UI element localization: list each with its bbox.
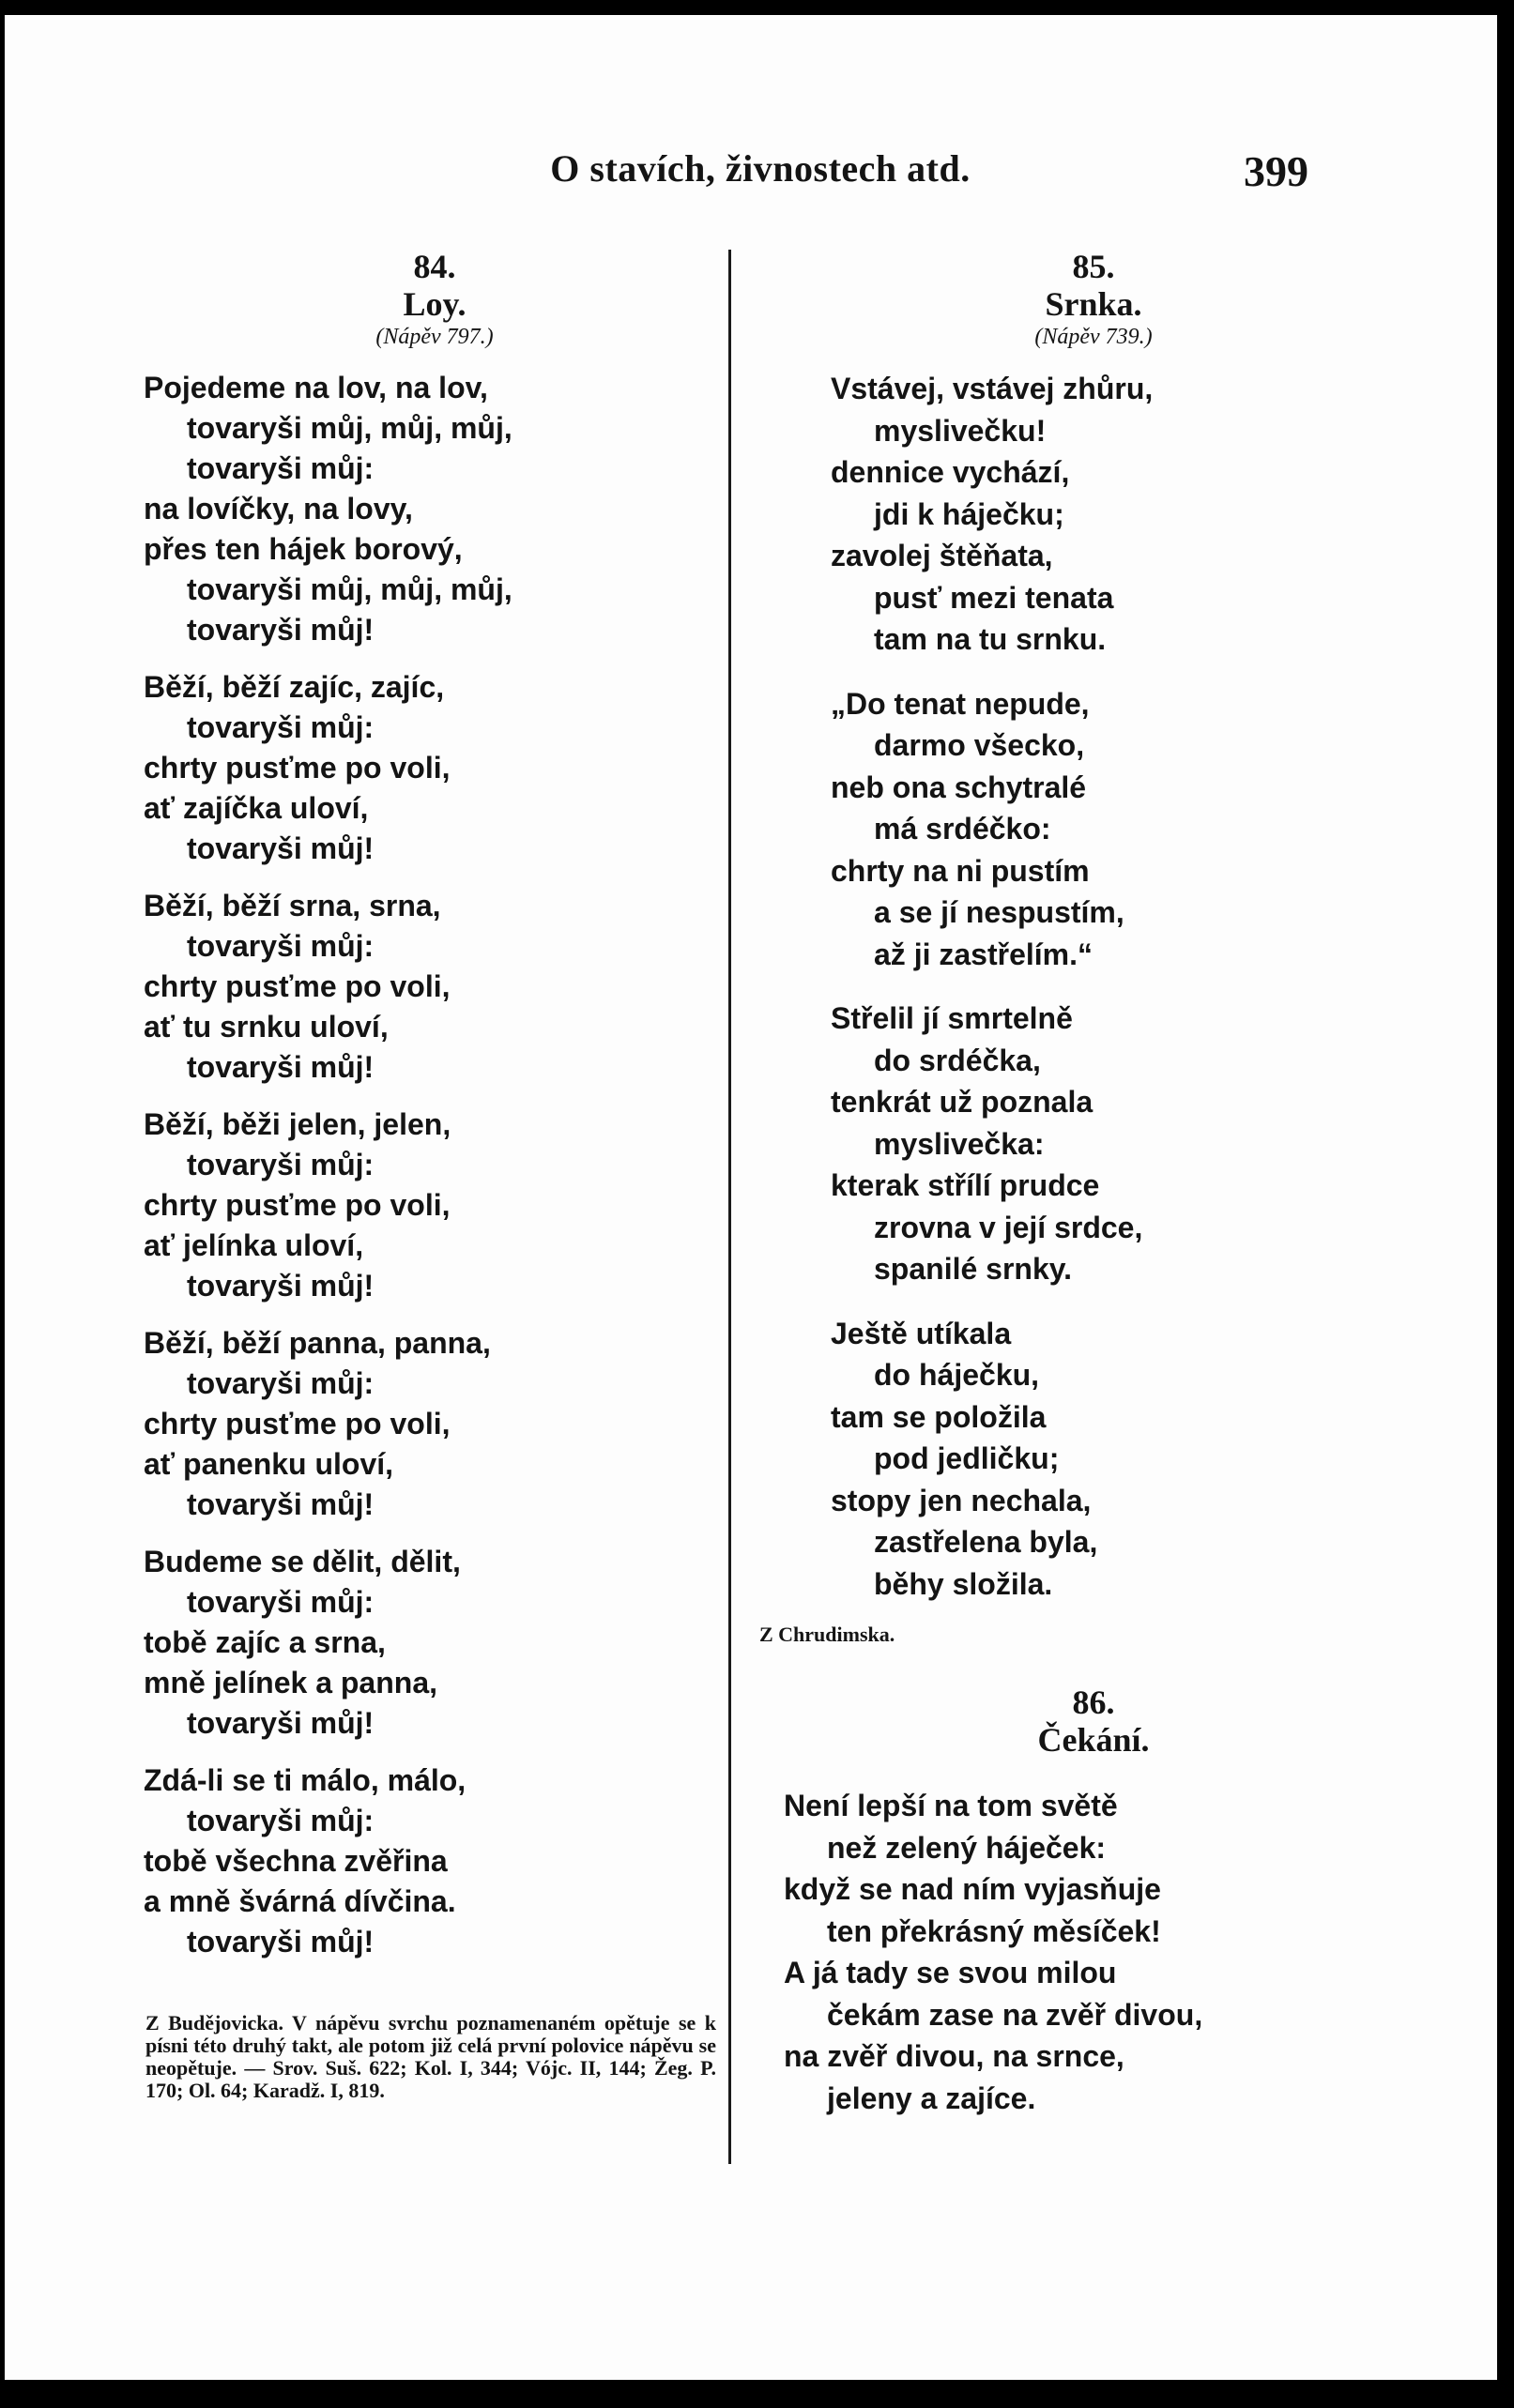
verse-line: tovaryši můj! xyxy=(187,613,375,647)
verse-line: dennice vychází, xyxy=(831,455,1070,489)
verse-line: tam na tu srnku. xyxy=(874,622,1107,656)
stanza xyxy=(144,667,726,869)
verse-line: tovaryši můj! xyxy=(187,1706,375,1740)
song-number: 85. xyxy=(1072,248,1115,285)
verse-line: A já tady se svou milou xyxy=(784,1956,1117,1989)
verse-line: tovaryši můj: xyxy=(187,451,375,485)
song-number: 86. xyxy=(1072,1684,1115,1721)
verse-line: do háječku, xyxy=(874,1358,1040,1392)
verse-line: pusť mezi tenata xyxy=(874,580,1114,615)
tune-reference: (Nápěv 739.) xyxy=(1034,325,1153,349)
verse-line: Vstávej, vstávej zhůru, xyxy=(831,372,1154,405)
stanza xyxy=(831,683,1356,976)
verse-line: darmo všecko, xyxy=(874,728,1085,762)
verse-line: chrty pusťme po voli, xyxy=(144,1188,451,1222)
book-page xyxy=(5,15,1497,2380)
verse-line: až ji zastřelím.“ xyxy=(874,937,1093,971)
verse-line: tam se položila xyxy=(831,1399,1047,1434)
verse-line: ten překrásný měsíček! xyxy=(827,1913,1161,1948)
verse-line: tovaryši můj! xyxy=(187,1050,375,1084)
verse-line: Budeme se dělit, dělit, xyxy=(144,1545,461,1578)
stanza xyxy=(144,1760,726,1962)
verse-line: myslivečku! xyxy=(874,413,1047,448)
verse-line: stopy jen nechala, xyxy=(831,1483,1092,1517)
verse-line: tovaryši můj! xyxy=(187,831,375,865)
verse-line: tobě všechna zvěřina xyxy=(144,1844,448,1878)
verse-line: Střelil jí smrtelně xyxy=(831,1001,1073,1035)
verse-line: jeleny a zajíce. xyxy=(827,2080,1036,2115)
verse-line: čekám zase na zvěř divou, xyxy=(827,1997,1203,2032)
verse-line: tovaryši můj, můj, můj, xyxy=(187,572,512,606)
right-column xyxy=(759,248,1356,2141)
verse-line: chrty na ni pustím xyxy=(831,853,1090,888)
verse-line: tovaryši můj: xyxy=(187,1366,375,1400)
song-title: Čekání. xyxy=(1037,1721,1150,1759)
verse-line: ať jelínka uloví, xyxy=(144,1228,364,1262)
song-86-lyrics xyxy=(784,1785,1356,2119)
page-number: 399 xyxy=(1244,147,1308,195)
running-title: O stavích, živnostech atd. xyxy=(550,147,971,190)
verse-line: zastřelena byla, xyxy=(874,1525,1098,1559)
stanza xyxy=(144,886,726,1088)
verse-line: tovaryši můj! xyxy=(187,1269,375,1303)
verse-line: ať panenku uloví, xyxy=(144,1447,394,1481)
verse-line: kterak střílí prudce xyxy=(831,1168,1100,1202)
verse-line: když se nad ním vyjasňuje xyxy=(784,1872,1161,1906)
stanza xyxy=(784,1785,1356,2119)
verse-line: má srdéčko: xyxy=(874,812,1051,846)
verse-line: chrty pusťme po voli, xyxy=(144,969,451,1003)
verse-line: tovaryši můj: xyxy=(187,1148,375,1181)
verse-line: tenkrát už poznala xyxy=(831,1085,1093,1119)
song-84-lyrics xyxy=(144,368,726,1962)
verse-line: na zvěř divou, na srnce, xyxy=(784,2039,1124,2073)
verse-line: než zelený háječek: xyxy=(827,1830,1107,1865)
column-divider xyxy=(728,250,731,2164)
verse-line: tovaryši můj, můj, můj, xyxy=(187,411,512,445)
verse-line: pod jedličku; xyxy=(874,1441,1060,1475)
verse-line: Běží, běží zajíc, zajíc, xyxy=(144,670,445,704)
song-number: 84. xyxy=(413,248,456,285)
song-title: Loy. xyxy=(403,285,466,323)
verse-line: Zdá-li se ti málo, málo, xyxy=(144,1763,466,1797)
verse-line: „Do tenat nepude, xyxy=(831,686,1090,721)
verse-line: běhy složila. xyxy=(874,1566,1053,1601)
stanza xyxy=(831,1313,1356,1606)
left-column xyxy=(144,248,726,1979)
verse-line: mně jelínek a panna, xyxy=(144,1666,437,1699)
song-85-lyrics xyxy=(831,368,1356,1605)
verse-line: Pojedeme na lov, na lov, xyxy=(144,371,488,404)
song-85 xyxy=(759,248,1356,1646)
verse-line: ať zajíčka uloví, xyxy=(144,791,369,825)
verse-line: Běží, běží srna, srna, xyxy=(144,889,441,922)
verse-line: Není lepší na tom světě xyxy=(784,1789,1118,1822)
verse-line: tovaryši můj! xyxy=(187,1487,375,1521)
tune-reference: (Nápěv 797.) xyxy=(375,325,494,349)
verse-line: tovaryši můj! xyxy=(187,1925,375,1958)
verse-line: zrovna v její srdce, xyxy=(874,1210,1143,1244)
stanza xyxy=(144,368,726,650)
verse-line: tobě zajíc a srna, xyxy=(144,1625,386,1659)
verse-line: Běží, běží panna, panna, xyxy=(144,1326,491,1360)
song-86 xyxy=(784,1684,1356,2119)
verse-line: na lovíčky, na lovy, xyxy=(144,492,413,526)
verse-line: Běží, běži jelen, jelen, xyxy=(144,1107,451,1141)
verse-line: tovaryši můj: xyxy=(187,929,375,963)
verse-line: chrty pusťme po voli, xyxy=(144,751,451,785)
verse-line: neb ona schytralé xyxy=(831,770,1087,804)
song-85-source: Z Chrudimska. xyxy=(759,1623,895,1646)
verse-line: spanilé srnky. xyxy=(874,1252,1073,1286)
verse-line: tovaryši můj: xyxy=(187,1804,375,1837)
stanza xyxy=(831,998,1356,1290)
verse-line: tovaryši můj: xyxy=(187,1585,375,1619)
verse-line: Ještě utíkala xyxy=(831,1316,1012,1350)
stanza xyxy=(831,368,1356,661)
song-84-note: Z Budějovicka. V nápěvu svrchu poznamenaném opětuje se k písni této druhý takt, ale potom již celá první polovice nápěvu se neopětuje. — Srov. Suš. 622; Kol. I, 344; Vójc. II, 144; Žeg. P. 170; Ol. 64; Karadž. I, 819. xyxy=(145,2011,716,2102)
stanza xyxy=(144,1105,726,1306)
verse-line: ať tu srnku uloví, xyxy=(144,1010,389,1044)
song-title: Srnka. xyxy=(1045,285,1142,323)
verse-line: a mně švárná dívčina. xyxy=(144,1884,456,1918)
verse-line: tovaryši můj: xyxy=(187,710,375,744)
stanza xyxy=(144,1323,726,1525)
verse-line: chrty pusťme po voli, xyxy=(144,1407,451,1440)
verse-line: jdi k háječku; xyxy=(874,496,1064,531)
verse-line: a se jí nespustím, xyxy=(874,895,1124,929)
verse-line: myslivečka: xyxy=(874,1126,1045,1161)
verse-line: přes ten hájek borový, xyxy=(144,532,463,566)
verse-line: zavolej štěňata, xyxy=(831,539,1053,572)
verse-line: do srdéčka, xyxy=(874,1043,1041,1077)
stanza xyxy=(144,1542,726,1744)
